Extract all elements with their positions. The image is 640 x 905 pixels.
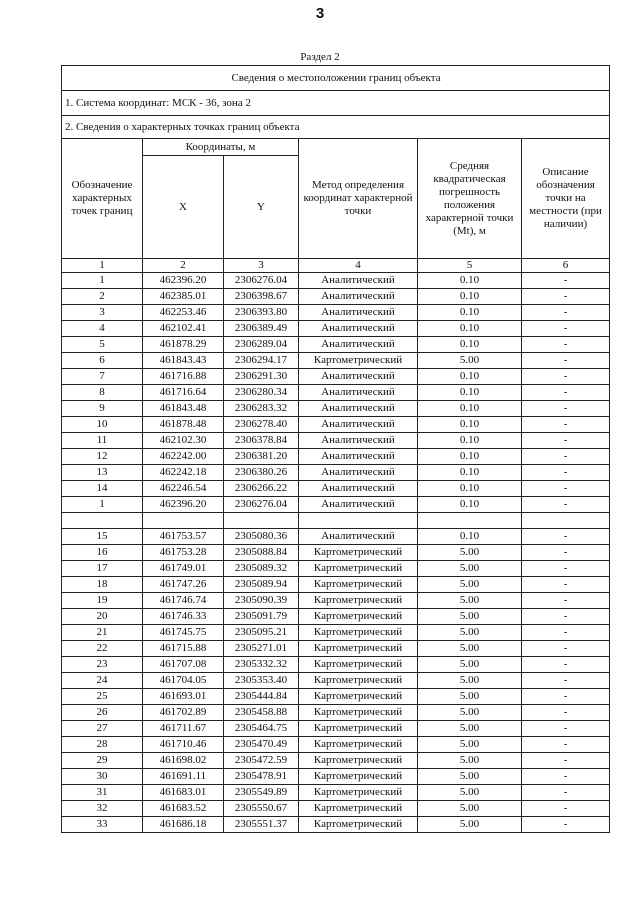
cell-y: 2306294.17 [224,353,299,369]
cell-method: Аналитический [299,385,418,401]
table-row [62,385,610,401]
cell-description: - [522,689,610,705]
table-row [62,689,610,705]
cell-method: Картометрический [299,593,418,609]
cell-point-number: 18 [62,577,143,593]
cell-description: - [522,705,610,721]
cell-x: 462396.20 [143,273,224,289]
cell-x: 461715.88 [143,641,224,657]
cell-description: - [522,433,610,449]
cell-error: 0.10 [418,481,522,497]
cell-y: 2305095.21 [224,625,299,641]
cell-x: 462242.18 [143,465,224,481]
table-row [62,593,610,609]
cell-y: 2305090.39 [224,593,299,609]
cell-description: - [522,465,610,481]
cell-description: - [522,337,610,353]
cell-point-number: 24 [62,673,143,689]
cell-x: 461716.64 [143,385,224,401]
cell-point-number: 29 [62,753,143,769]
cell-x: 461745.75 [143,625,224,641]
cell-method: Картометрический [299,689,418,705]
table-row [62,657,610,673]
cell-x: 461746.33 [143,609,224,625]
cell-method: Картометрический [299,577,418,593]
cell-y: 2305470.49 [224,737,299,753]
cell-y: 2306278.40 [224,417,299,433]
cell-x: 461753.28 [143,545,224,561]
cell-y: 2306389.49 [224,321,299,337]
cell-x: 461707.08 [143,657,224,673]
cell-point-number: 27 [62,721,143,737]
cell-y: 2306289.04 [224,337,299,353]
cell-point-number: 16 [62,545,143,561]
cell-x: 462253.46 [143,305,224,321]
table-row [62,769,610,785]
cell-description: - [522,801,610,817]
cell-point-number: 14 [62,481,143,497]
cell-x: 461716.88 [143,369,224,385]
cell-point-number: 22 [62,641,143,657]
cell-y: 2305444.84 [224,689,299,705]
cell-method: Картометрический [299,721,418,737]
table-row [62,401,610,417]
cell-x: 461843.48 [143,401,224,417]
cell-description: - [522,481,610,497]
table-row [62,737,610,753]
cell-method: Картометрический [299,737,418,753]
cell-method: Аналитический [299,401,418,417]
cell-error: 0.10 [418,305,522,321]
cell-point-number: 19 [62,593,143,609]
cell-point-number: 20 [62,609,143,625]
table-row [62,321,610,337]
cell-description: - [522,657,610,673]
table-row [62,561,610,577]
cell-point-number: 21 [62,625,143,641]
cell-x: 461843.43 [143,353,224,369]
coord-system-line: 1. Система координат: МСК - 36, зона 2 [62,91,610,116]
cell-method: Картометрический [299,801,418,817]
cell-y: 2305478.91 [224,769,299,785]
table-row [62,609,610,625]
cell-description: - [522,545,610,561]
cell-x: 461686.18 [143,817,224,833]
cell-point-number: 1 [62,273,143,289]
cell-x: 461878.29 [143,337,224,353]
cell-error: 0.10 [418,433,522,449]
cell-point-number: 4 [62,321,143,337]
table-row [62,433,610,449]
cell-point-number: 15 [62,529,143,545]
table-row [62,305,610,321]
cell-error: 5.00 [418,785,522,801]
cell-y: 2305088.84 [224,545,299,561]
cell-y: 2305080.36 [224,529,299,545]
header-x: X [143,156,224,259]
cell-error: 5.00 [418,657,522,673]
cell-error: 0.10 [418,273,522,289]
cell-method: Картометрический [299,705,418,721]
cell-x: 462102.30 [143,433,224,449]
cell-description: - [522,289,610,305]
cell-point-number: 25 [62,689,143,705]
cell-y: 2305551.37 [224,817,299,833]
cell-method: Аналитический [299,305,418,321]
table-title: Сведения о местоположении границ объекта [62,66,610,91]
cell-method: Аналитический [299,369,418,385]
cell-y: 2305332.32 [224,657,299,673]
column-number: 5 [418,259,522,273]
cell-y: 2305089.32 [224,561,299,577]
cell-y: 2306283.32 [224,401,299,417]
cell-y: 2306276.04 [224,497,299,513]
cell-point-number: 5 [62,337,143,353]
cell-y: 2306398.67 [224,289,299,305]
cell-point-number: 17 [62,561,143,577]
cell-y: 2306393.80 [224,305,299,321]
cell-x: 462385.01 [143,289,224,305]
blank-cell [418,513,522,529]
cell-error: 5.00 [418,609,522,625]
cell-point-number: 11 [62,433,143,449]
table-row [62,801,610,817]
cell-point-number: 6 [62,353,143,369]
cell-description: - [522,609,610,625]
cell-error: 5.00 [418,689,522,705]
cell-point-number: 2 [62,289,143,305]
header-y: Y [224,156,299,259]
cell-x: 462242.00 [143,449,224,465]
cell-error: 0.10 [418,385,522,401]
blank-cell [522,513,610,529]
cell-method: Аналитический [299,529,418,545]
table-row [62,353,610,369]
blank-cell [62,513,143,529]
cell-method: Картометрический [299,657,418,673]
header-method: Метод определения координат характерной точки [299,139,418,259]
cell-description: - [522,593,610,609]
cell-error: 0.10 [418,337,522,353]
cell-point-number: 7 [62,369,143,385]
cell-description: - [522,401,610,417]
column-number: 4 [299,259,418,273]
cell-description: - [522,737,610,753]
table-row [62,497,610,513]
blank-cell [299,513,418,529]
cell-y: 2306380.26 [224,465,299,481]
cell-point-number: 9 [62,401,143,417]
table-row [62,417,610,433]
cell-error: 5.00 [418,753,522,769]
cell-description: - [522,353,610,369]
cell-error: 0.10 [418,369,522,385]
cell-error: 5.00 [418,705,522,721]
cell-method: Аналитический [299,433,418,449]
cell-method: Картометрический [299,769,418,785]
cell-x: 461746.74 [143,593,224,609]
table-row [62,337,610,353]
cell-x: 462102.41 [143,321,224,337]
cell-description: - [522,497,610,513]
cell-description: - [522,321,610,337]
cell-description: - [522,721,610,737]
cell-point-number: 28 [62,737,143,753]
cell-y: 2305271.01 [224,641,299,657]
cell-error: 5.00 [418,545,522,561]
cell-method: Аналитический [299,417,418,433]
cell-error: 5.00 [418,625,522,641]
cell-y: 2305464.75 [224,721,299,737]
cell-description: - [522,625,610,641]
cell-method: Картометрический [299,561,418,577]
cell-error: 5.00 [418,801,522,817]
table-row [62,641,610,657]
cell-error: 5.00 [418,721,522,737]
cell-point-number: 12 [62,449,143,465]
header-description: Описание обозначения точки на местности (при наличии) [522,139,610,259]
cell-x: 461698.02 [143,753,224,769]
blank-cell [143,513,224,529]
cell-method: Аналитический [299,465,418,481]
cell-error: 0.10 [418,417,522,433]
cell-x: 461693.01 [143,689,224,705]
cell-description: - [522,449,610,465]
table-row [62,673,610,689]
cell-x: 462246.54 [143,481,224,497]
cell-point-number: 3 [62,305,143,321]
cell-x: 461747.26 [143,577,224,593]
cell-method: Аналитический [299,449,418,465]
cell-description: - [522,417,610,433]
cell-method: Картометрический [299,673,418,689]
cell-description: - [522,817,610,833]
cell-description: - [522,305,610,321]
cell-point-number: 31 [62,785,143,801]
table-row [62,705,610,721]
cell-error: 0.10 [418,401,522,417]
cell-x: 461753.57 [143,529,224,545]
cell-error: 5.00 [418,577,522,593]
blank-cell [224,513,299,529]
cell-point-number: 33 [62,817,143,833]
header-designation: Обозначение характерных точек границ [62,139,143,259]
cell-y: 2306378.84 [224,433,299,449]
column-number: 3 [224,259,299,273]
cell-x: 461878.48 [143,417,224,433]
cell-x: 461683.01 [143,785,224,801]
cell-description: - [522,641,610,657]
cell-description: - [522,785,610,801]
cell-x: 461749.01 [143,561,224,577]
cell-x: 461710.46 [143,737,224,753]
table-row [62,545,610,561]
cell-description: - [522,529,610,545]
points-section-title: 2. Сведения о характерных точках границ объекта [62,116,610,139]
cell-x: 461704.05 [143,673,224,689]
page-number: 3 [315,5,325,22]
table-row [62,273,610,289]
cell-method: Картометрический [299,609,418,625]
cell-error: 5.00 [418,353,522,369]
cell-point-number: 30 [62,769,143,785]
cell-error: 0.10 [418,497,522,513]
cell-error: 5.00 [418,817,522,833]
cell-error: 5.00 [418,673,522,689]
cell-method: Аналитический [299,497,418,513]
cell-x: 461683.52 [143,801,224,817]
cell-point-number: 26 [62,705,143,721]
cell-method: Картометрический [299,353,418,369]
cell-description: - [522,753,610,769]
cell-error: 5.00 [418,561,522,577]
table-row [62,785,610,801]
cell-point-number: 23 [62,657,143,673]
cell-method: Картометрический [299,785,418,801]
cell-y: 2306280.34 [224,385,299,401]
cell-x: 461691.11 [143,769,224,785]
cell-point-number: 8 [62,385,143,401]
table-row [62,481,610,497]
column-number: 2 [143,259,224,273]
column-number: 1 [62,259,143,273]
cell-error: 5.00 [418,737,522,753]
cell-error: 5.00 [418,593,522,609]
table-row [62,465,610,481]
cell-description: - [522,673,610,689]
cell-point-number: 13 [62,465,143,481]
column-number-row [62,259,610,273]
cell-y: 2305091.79 [224,609,299,625]
cell-description: - [522,273,610,289]
header-coordinates: Координаты, м [143,139,299,156]
cell-error: 0.10 [418,529,522,545]
cell-x: 461711.67 [143,721,224,737]
cell-error: 0.10 [418,289,522,305]
cell-y: 2305472.59 [224,753,299,769]
cell-y: 2306266.22 [224,481,299,497]
cell-method: Картометрический [299,625,418,641]
cell-error: 0.10 [418,465,522,481]
table-row [62,817,610,833]
cell-y: 2305353.40 [224,673,299,689]
cell-y: 2305089.94 [224,577,299,593]
cell-description: - [522,769,610,785]
cell-point-number: 10 [62,417,143,433]
cell-y: 2305458.88 [224,705,299,721]
cell-method: Аналитический [299,321,418,337]
table-row [62,625,610,641]
table-row [62,577,610,593]
table-row [62,721,610,737]
blank-separator-row [62,513,610,529]
cell-x: 462396.20 [143,497,224,513]
cell-description: - [522,385,610,401]
cell-method: Картометрический [299,641,418,657]
cell-method: Аналитический [299,289,418,305]
cell-error: 0.10 [418,321,522,337]
cell-y: 2305550.67 [224,801,299,817]
cell-method: Картометрический [299,817,418,833]
cell-y: 2306276.04 [224,273,299,289]
header-error: Средняя квадратическая погрешность положения характерной точки (Mt), м [418,139,522,259]
cell-y: 2306381.20 [224,449,299,465]
cell-error: 0.10 [418,449,522,465]
section-title: Раздел 2 [300,51,340,63]
cell-point-number: 32 [62,801,143,817]
cell-method: Картометрический [299,753,418,769]
table-row [62,369,610,385]
table-row [62,449,610,465]
cell-y: 2305549.89 [224,785,299,801]
cell-method: Аналитический [299,481,418,497]
cell-description: - [522,561,610,577]
cell-x: 461702.89 [143,705,224,721]
cell-description: - [522,577,610,593]
column-number: 6 [522,259,610,273]
table-row [62,529,610,545]
cell-point-number: 1 [62,497,143,513]
cell-y: 2306291.30 [224,369,299,385]
cell-error: 5.00 [418,769,522,785]
table-row [62,289,610,305]
cell-method: Аналитический [299,273,418,289]
table-row [62,753,610,769]
cell-method: Аналитический [299,337,418,353]
cell-error: 5.00 [418,641,522,657]
cell-description: - [522,369,610,385]
cell-method: Картометрический [299,545,418,561]
boundary-points-table [61,65,610,833]
